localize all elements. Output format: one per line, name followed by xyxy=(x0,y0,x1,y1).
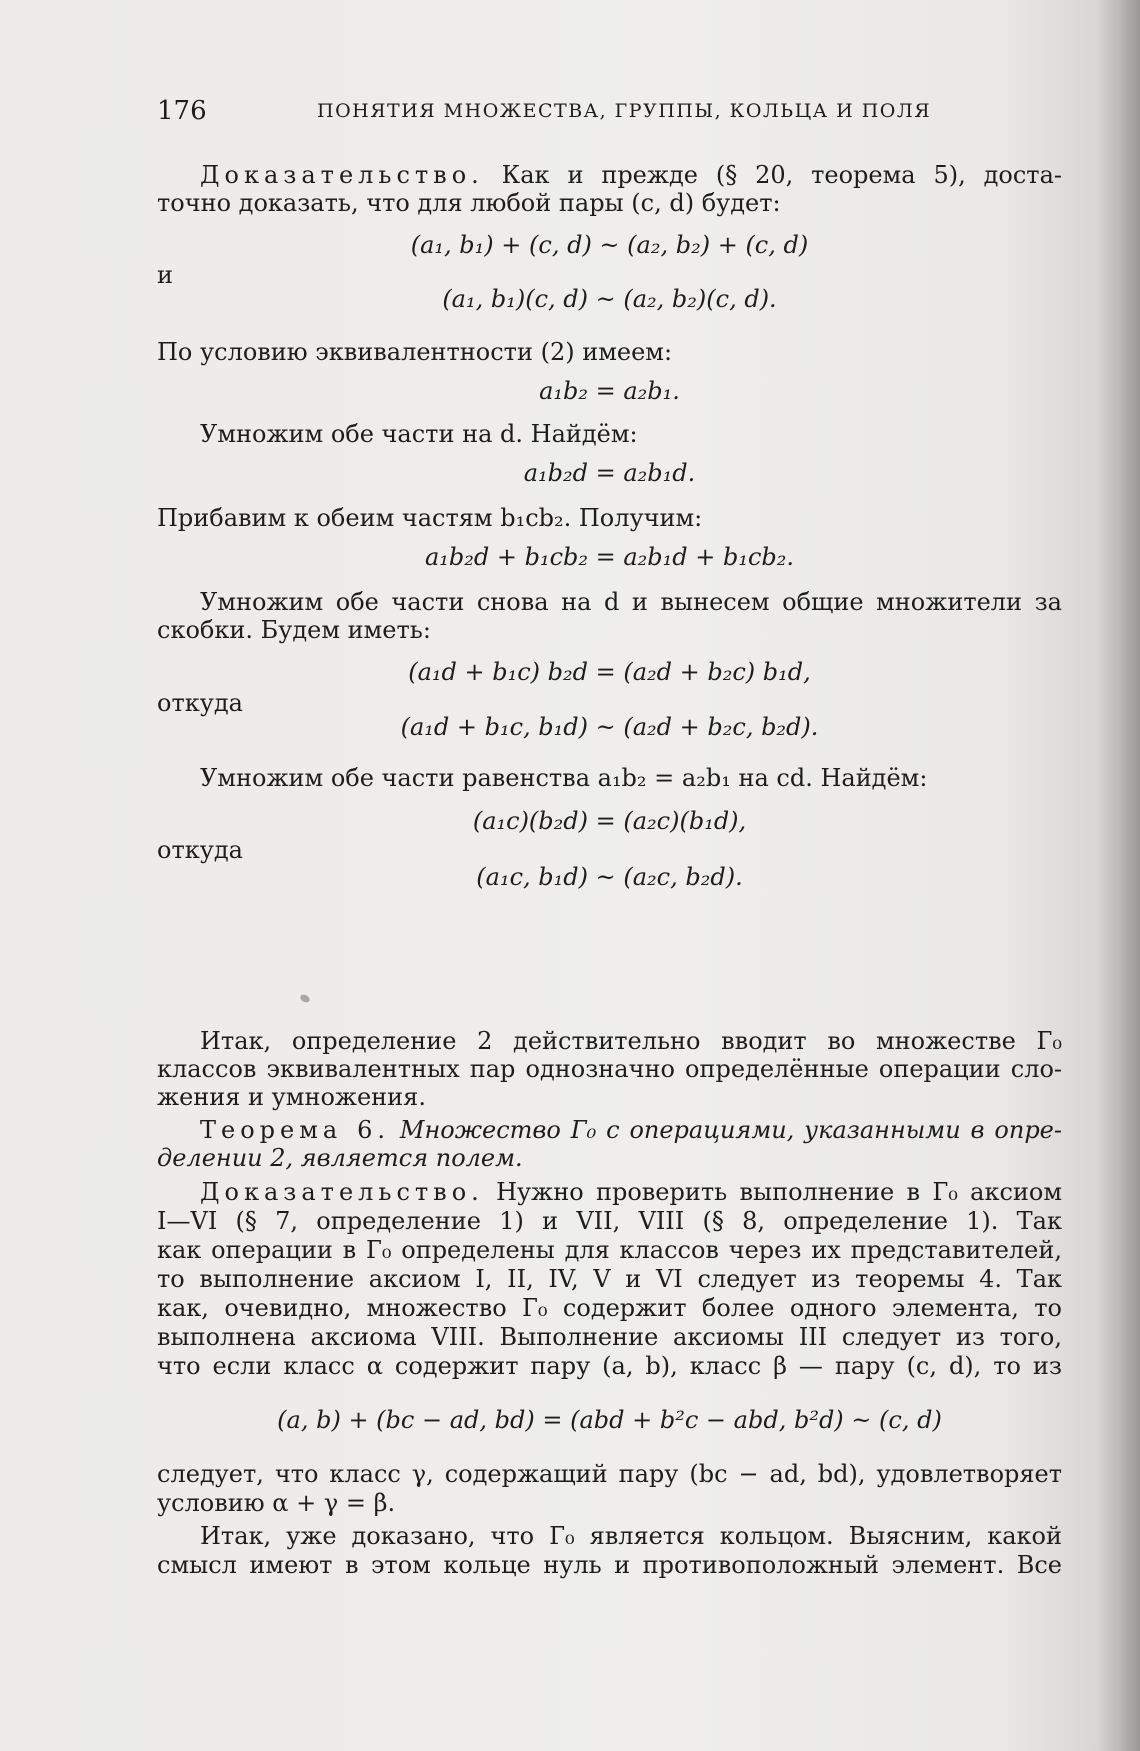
paragraph-add: Прибавим к обеим частям b₁cb₂. Получим: xyxy=(157,504,703,532)
paragraph-itak2-line-2: смысл имеют в этом кольце нуль и противоположный элемент. Все xyxy=(157,1551,1062,1579)
equation-2: (a₁, b₁)(c, d) ~ (a₂, b₂)(c, d). xyxy=(442,285,777,313)
proof2-label: Доказательство. xyxy=(200,1178,484,1206)
equation-6: (a₁d + b₁c) b₂d = (a₂d + b₂c) b₁d, xyxy=(408,658,811,686)
paragraph-itak1-line-2: классов эквивалентных пар однозначно определённые операции сло- xyxy=(157,1055,1062,1083)
proof2-line-4: то выполнение аксиом I, II, IV, V и VI следует из теоремы 4. Так xyxy=(157,1265,1062,1293)
proof2-line-6: выполнена аксиома VIII. Выполнение аксиомы III следует из того, xyxy=(157,1323,1062,1351)
proof1-line-1: Доказательство. Как и прежде (§ 20, теорема 5), доста- xyxy=(200,161,1062,189)
ink-speck xyxy=(299,993,311,1004)
conjunction-i: и xyxy=(157,261,173,289)
paragraph-condition: По условию эквивалентности (2) имеем: xyxy=(157,338,673,366)
theorem-line-1: Теорема 6. Множество Г₀ с операциями, указанными в опре- xyxy=(200,1116,1062,1144)
theorem-label: Теорема 6. xyxy=(200,1116,390,1144)
word-otkuda-1: откуда xyxy=(157,689,243,717)
proof2-line-3: как операции в Г₀ определены для классов через их представителей, xyxy=(157,1236,1062,1264)
paragraph-again-line-1: Умножим обе части снова на d и вынесем общие множители за xyxy=(200,588,1062,616)
equation-4: a₁b₂d = a₂b₁d. xyxy=(523,459,696,487)
paragraph-itak1-line-1: Итак, определение 2 действительно вводит во множестве Г₀ xyxy=(200,1027,1062,1055)
page-spine-shadow xyxy=(1098,0,1140,1751)
equation-10: (a, b) + (bc − ad, bd) = (abd + b²c − abd, b²d) ~ (c, d) xyxy=(277,1406,942,1434)
paragraph-cd: Умножим обе части равенства a₁b₂ = a₂b₁ на cd. Найдём: xyxy=(200,764,928,792)
word-otkuda-2: откуда xyxy=(157,836,243,864)
proof2-line-7: что если класс α содержит пару (a, b), класс β — пару (c, d), то из xyxy=(157,1352,1062,1380)
equation-5: a₁b₂d + b₁cb₂ = a₂b₁d + b₁cb₂. xyxy=(424,543,795,571)
page-number: 176 xyxy=(157,96,207,126)
equation-7: (a₁d + b₁c, b₁d) ~ (a₂d + b₂c, b₂d). xyxy=(400,713,819,741)
page-header xyxy=(157,96,1062,136)
paragraph-itak1-line-3: жения и умножения. xyxy=(157,1083,426,1111)
proof2-line-2: I—VI (§ 7, определение 1) и VII, VIII (§ 8, определение 1). Так xyxy=(157,1207,1062,1235)
equation-1: (a₁, b₁) + (c, d) ~ (a₂, b₂) + (c, d) xyxy=(410,231,809,259)
proof1-label: Доказательство. xyxy=(200,161,484,189)
paragraph-itak2-line-1: Итак, уже доказано, что Г₀ является кольцом. Выясним, какой xyxy=(200,1522,1062,1550)
proof2-line-5: как, очевидно, множество Г₀ содержит более одного элемента, то xyxy=(157,1294,1062,1322)
paragraph-follow-line-1: следует, что класс γ, содержащий пару (bc − ad, bd), удовлетворяет xyxy=(157,1460,1063,1488)
proof1-line-2: точно доказать, что для любой пары (c, d) будет: xyxy=(157,189,781,217)
equation-9: (a₁c, b₁d) ~ (a₂c, b₂d). xyxy=(476,863,743,891)
paragraph-again-line-2: скобки. Будем иметь: xyxy=(157,616,431,644)
paragraph-follow-line-2: условию α + γ = β. xyxy=(157,1489,396,1517)
equation-3: a₁b₂ = a₂b₁. xyxy=(539,377,680,405)
proof2-line-1: Доказательство. Нужно проверить выполнение в Г₀ аксиом xyxy=(200,1178,1062,1206)
equation-8: (a₁c)(b₂d) = (a₂c)(b₁d), xyxy=(472,807,747,835)
paragraph-multiply-d: Умножим обе части на d. Найдём: xyxy=(200,420,638,448)
running-title: ПОНЯТИЯ МНОЖЕСТВА, ГРУППЫ, КОЛЬЦА И ПОЛЯ xyxy=(317,100,932,122)
theorem-line-2: делении 2, является полем. xyxy=(157,1144,523,1172)
